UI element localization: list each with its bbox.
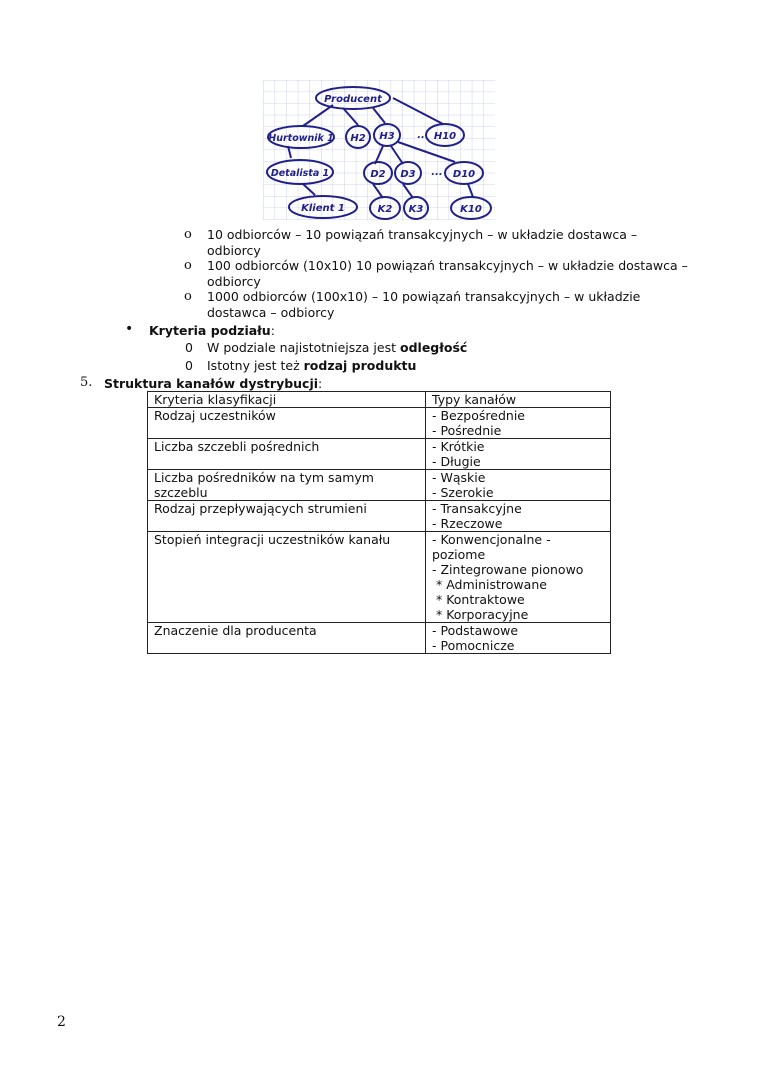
list-marker: 0 — [185, 340, 193, 355]
label-d10: D10 — [452, 169, 476, 180]
table-cell-criterion: Rodzaj przepływających strumieni — [148, 501, 426, 532]
label-d2: D2 — [370, 169, 386, 180]
table-row — [148, 439, 611, 470]
table-row — [148, 532, 611, 623]
label-k2: K2 — [377, 204, 393, 215]
table-header-row — [148, 392, 611, 408]
table-cell-types: - Transakcyjne - Rzeczowe — [426, 501, 611, 532]
table-cell-criterion: Znaczenie dla producenta — [148, 623, 426, 654]
label-producent: Producent — [324, 94, 382, 105]
label-k10: K10 — [460, 204, 482, 215]
list-marker: 0 — [185, 358, 193, 373]
label-klient-1: Klient 1 — [301, 203, 345, 214]
section-heading: Struktura kanałów dystrybucji: — [104, 376, 323, 391]
list-item-text: odbiorcy — [207, 243, 261, 258]
table-cell-types: - Konwencjonalne - poziome - Zintegrowane pionowo * Administrowane * Kontraktowe * Korporacyjne — [426, 532, 611, 623]
label-dots-mid: ... — [431, 167, 443, 178]
table-cell-types: - Bezpośrednie - Pośrednie — [426, 408, 611, 439]
label-dots-top: .. — [417, 130, 425, 141]
table-header-cell: Typy kanałów — [426, 392, 611, 408]
list-marker: o — [184, 258, 192, 273]
label-h10: H10 — [433, 131, 457, 142]
label-h3: H3 — [379, 131, 395, 142]
bullet-icon: • — [125, 321, 134, 337]
table-cell-types: - Wąskie - Szerokie — [426, 470, 611, 501]
list-item-text: 100 odbiorców (10x10) 10 powiązań transakcyjnych – w układzie dostawca – — [207, 258, 688, 273]
kryteria-heading: Kryteria podziału: — [149, 323, 275, 338]
table-row — [148, 623, 611, 654]
table-cell-criterion: Rodzaj uczestników — [148, 408, 426, 439]
channel-structure-table — [147, 391, 611, 654]
table-cell-types: - Podstawowe - Pomocnicze — [426, 623, 611, 654]
kryteria-item: Istotny jest też rodzaj produktu — [207, 358, 417, 373]
table-cell-criterion: Liczba pośredników na tym samym szczeblu — [148, 470, 426, 501]
label-hurtownik-1: Hurtownik 1 — [268, 133, 334, 144]
table-cell-types: - Krótkie - Długie — [426, 439, 611, 470]
table-cell-criterion: Stopień integracji uczestników kanału — [148, 532, 426, 623]
list-item-text: 10 odbiorców – 10 powiązań transakcyjnych – w układzie dostawca – — [207, 227, 638, 242]
label-detalista-1: Detalista 1 — [270, 168, 330, 179]
table-row — [148, 470, 611, 501]
list-marker: o — [184, 289, 192, 304]
table-cell-criterion: Liczba szczebli pośrednich — [148, 439, 426, 470]
page-number: 2 — [57, 1014, 66, 1030]
kryteria-item: W podziale najistotniejsza jest odległość — [207, 340, 468, 355]
list-marker: o — [184, 227, 192, 242]
label-h2: H2 — [350, 133, 366, 144]
list-item-text: 1000 odbiorców (100x10) – 10 powiązań transakcyjnych – w układzie — [207, 289, 641, 304]
list-item-text: dostawca – odbiorcy — [207, 305, 335, 320]
label-k3: K3 — [408, 204, 424, 215]
list-item-text: odbiorcy — [207, 274, 261, 289]
table-row — [148, 408, 611, 439]
label-d3: D3 — [400, 169, 416, 180]
section-number: 5. — [80, 375, 93, 390]
table-row — [148, 501, 611, 532]
distribution-channel-sketch — [263, 80, 495, 220]
table-header-cell: Kryteria klasyfikacji — [148, 392, 426, 408]
